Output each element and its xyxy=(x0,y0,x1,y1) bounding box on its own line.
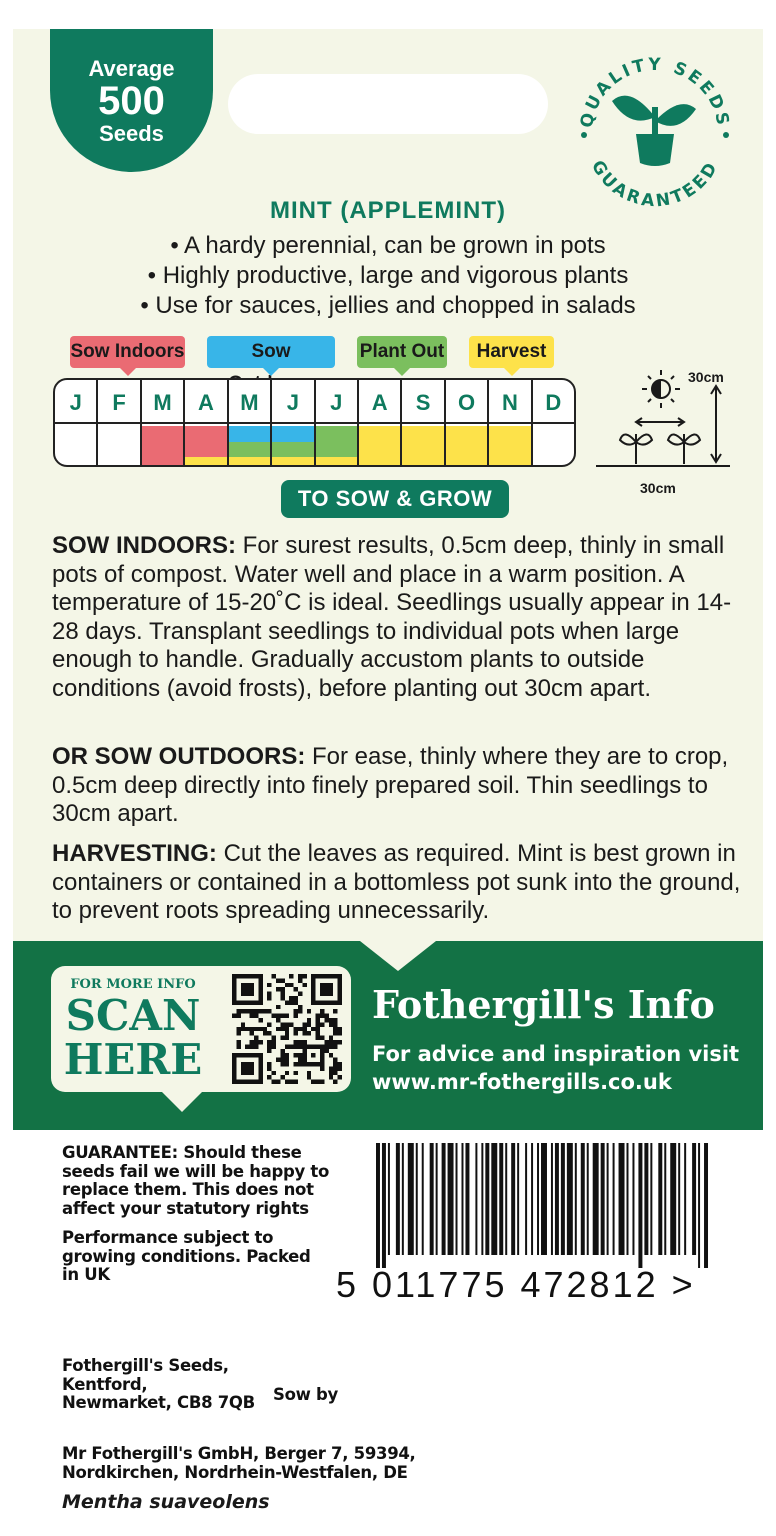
activity-band-sow-outdoors xyxy=(229,426,270,442)
stamp-bottom-text: GUARANTEED xyxy=(586,157,724,212)
calendar-month-label: D xyxy=(533,380,574,424)
scan-small-label: FOR MORE INFO xyxy=(70,977,196,992)
bullet-item: • Highly productive, large and vigorous plants xyxy=(147,262,629,289)
latin-name: Mentha suaveolens xyxy=(62,1491,270,1513)
variety-title: MINT (APPLEMINT) xyxy=(270,197,506,224)
calendar-month-activity xyxy=(402,426,443,465)
calendar-month-activity xyxy=(229,426,270,465)
calendar-month-label: A xyxy=(185,380,226,424)
activity-band-harvest xyxy=(272,457,313,465)
activity-band-harvest xyxy=(229,457,270,465)
barcode xyxy=(376,1143,710,1268)
guarantee-text: GUARANTEE: Should these seeds fail we will be happy to replace them. This does not affect your statutory rights xyxy=(62,1143,330,1218)
stamp-top-text: QUALITY SEEDS xyxy=(576,54,734,130)
calendar-month-label: J xyxy=(55,380,96,424)
calendar-month xyxy=(489,380,532,465)
legend-sow-indoors: Sow Indoors xyxy=(70,336,185,368)
calendar-month xyxy=(533,380,574,465)
sow-outdoors-heading: OR SOW OUTDOORS: xyxy=(52,743,306,770)
info-line-1: For advice and inspiration visit xyxy=(372,1042,740,1066)
spacing-height-label: 30cm xyxy=(688,369,724,385)
calendar-month-activity xyxy=(142,426,183,465)
calendar-month-label: O xyxy=(446,380,487,424)
performance-text: Performance subject to growing conditions. Packed in UK xyxy=(62,1228,311,1284)
calendar-month xyxy=(402,380,445,465)
legend-harvest: Harvest xyxy=(469,336,554,368)
harvesting-text: Cut the leaves as required. Mint is best grown in containers or contained in a bottomless pot sunk into the ground, to prevent roots spreading unnecessarily. xyxy=(52,840,741,924)
activity-band-plant-out xyxy=(272,442,313,458)
calendar-month-activity xyxy=(533,426,574,465)
sow-indoors-text: For surest results, 0.5cm deep, thinly in small pots of compost. Water well and place in a warm position. A temperature of 15-20˚C is ideal. Seedlings usually appear in 14-28 days. Transplant seedlings to individual pots when large enough to handle. Gradually accustom plants to outside conditions (avoid frosts), before planting out 30cm apart. xyxy=(52,532,732,702)
calendar-month xyxy=(446,380,489,465)
legend-plant-out: Plant Out xyxy=(357,336,447,368)
barcode-number: 5 011775 472812 > xyxy=(336,1264,696,1305)
calendar-month xyxy=(98,380,141,465)
scan-big-label-1: SCAN xyxy=(65,991,201,1040)
activity-band-harvest xyxy=(359,426,400,465)
calendar-month-label: J xyxy=(272,380,313,424)
activity-band-sow-indoors xyxy=(185,426,226,457)
website-link[interactable]: www.mr-fothergills.co.uk xyxy=(372,1070,672,1094)
calendar-month-activity xyxy=(316,426,357,465)
badge-line3: Seeds xyxy=(99,121,164,146)
calendar-month-label: S xyxy=(402,380,443,424)
seedling-icon xyxy=(612,96,696,166)
activity-band-sow-outdoors xyxy=(272,426,313,442)
sow-indoors-instructions xyxy=(52,532,752,703)
fothergills-info-title: Fothergill's Info xyxy=(372,982,715,1027)
calendar-month xyxy=(185,380,228,465)
calendar-month-label: F xyxy=(98,380,139,424)
scan-text xyxy=(62,976,204,1082)
calendar-month-label: A xyxy=(359,380,400,424)
legend-sow-outdoors: Sow xyxy=(207,336,335,368)
calendar-month-activity xyxy=(272,426,313,465)
to-sow-grow-heading: TO SOW & GROW xyxy=(281,480,509,518)
info-text xyxy=(372,1040,742,1096)
bullet-item: • Use for sauces, jellies and chopped in salads xyxy=(140,292,636,319)
quality-seeds-stamp xyxy=(570,45,740,215)
activity-band-harvest xyxy=(185,457,226,465)
activity-band-sow-indoors xyxy=(142,426,183,465)
calendar-month xyxy=(142,380,185,465)
harvesting-heading: HARVESTING: xyxy=(52,840,217,867)
name-label-blank xyxy=(228,74,548,134)
sow-indoors-heading: SOW INDOORS: xyxy=(52,532,236,559)
calendar-month xyxy=(359,380,402,465)
calendar-month-activity xyxy=(489,426,530,465)
harvesting-instructions xyxy=(52,840,752,926)
calendar-month-label: J xyxy=(316,380,357,424)
calendar-month-activity xyxy=(55,426,96,465)
calendar-month-activity xyxy=(446,426,487,465)
activity-band-plant-out xyxy=(316,426,357,457)
spacing-width-label: 30cm xyxy=(640,480,676,496)
calendar-month-label: M xyxy=(142,380,183,424)
activity-band-plant-out xyxy=(229,442,270,458)
plant-spacing-icon xyxy=(594,362,734,502)
calendar-month xyxy=(55,380,98,465)
activity-band-harvest xyxy=(402,426,443,465)
address-text: Fothergill's Seeds, Kentford, Newmarket, CB8 7QB xyxy=(62,1356,255,1412)
calendar-month xyxy=(316,380,359,465)
gmbh-address: Mr Fothergill's GmbH, Berger 7, 59394, Nordkirchen, Nordrhein-Westfalen, DE xyxy=(62,1444,416,1482)
sow-by-label: Sow by xyxy=(273,1385,338,1404)
calendar-month xyxy=(229,380,272,465)
activity-band-harvest xyxy=(316,457,357,465)
activity-band-harvest xyxy=(446,426,487,465)
badge-line1: Average xyxy=(88,56,175,81)
calendar-month-label: N xyxy=(489,380,530,424)
sow-outdoors-text: For ease, thinly where they are to crop, 0.5cm deep directly into finely prepared soil. Thin seedlings to 30cm apart. xyxy=(52,743,729,827)
scan-big-label-2: HERE xyxy=(63,1035,203,1084)
qr-code[interactable] xyxy=(232,974,342,1084)
calendar-month-label: M xyxy=(229,380,270,424)
feature-bullets xyxy=(0,231,776,321)
sow-outdoors-instructions xyxy=(52,743,752,829)
badge-count: 500 xyxy=(98,79,165,123)
calendar-month-activity xyxy=(185,426,226,465)
calendar-month-activity xyxy=(98,426,139,465)
calendar-month xyxy=(272,380,315,465)
activity-band-harvest xyxy=(489,426,530,465)
seedling-pair-icon xyxy=(620,434,700,464)
sowing-calendar xyxy=(53,378,576,467)
bullet-item: • A hardy perennial, can be grown in pots xyxy=(170,232,606,259)
calendar-month-activity xyxy=(359,426,400,465)
